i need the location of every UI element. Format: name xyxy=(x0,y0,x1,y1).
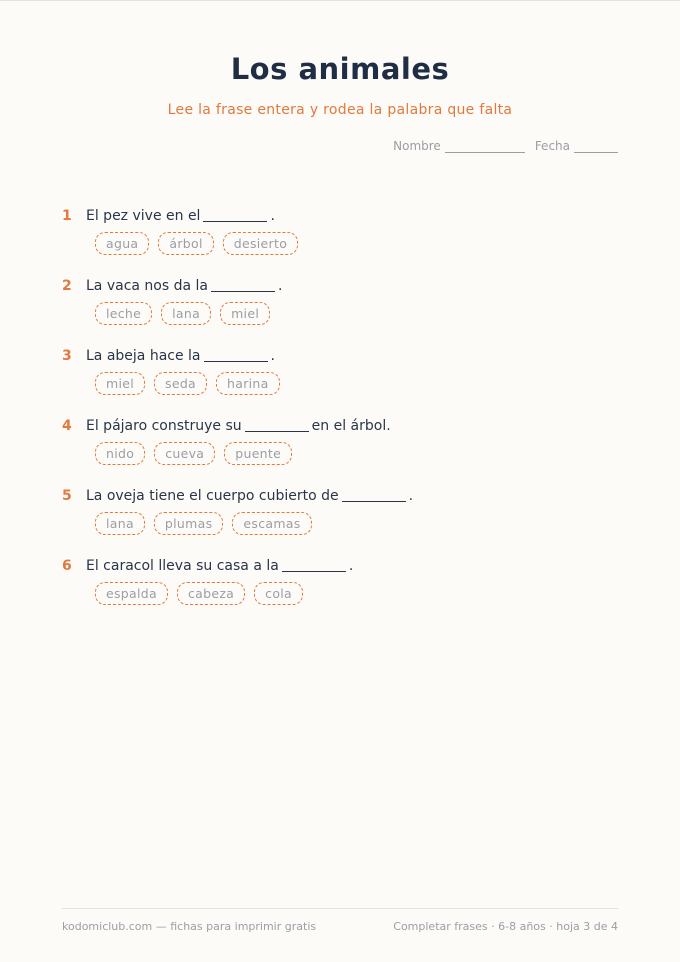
option-group xyxy=(95,372,622,395)
option-group xyxy=(95,512,622,535)
option-group xyxy=(95,442,622,465)
question-sentence xyxy=(62,345,622,364)
sentence-end: . xyxy=(270,208,275,224)
option-chip[interactable]: espalda xyxy=(95,582,168,605)
answer-blank xyxy=(342,487,406,502)
sentence-start: La abeja hace la xyxy=(86,348,201,364)
footer-sheet-info: Completar frases · 6-8 años · hoja 3 de 4 xyxy=(393,920,618,933)
name-label: Nombre xyxy=(393,139,441,153)
option-chip[interactable]: cueva xyxy=(154,442,215,465)
question-item xyxy=(62,205,622,275)
question-item xyxy=(62,345,622,415)
option-chip[interactable]: nido xyxy=(95,442,145,465)
sentence-end: . xyxy=(278,278,283,294)
name-date-fields xyxy=(393,139,618,153)
option-group xyxy=(95,582,622,605)
question-item xyxy=(62,415,622,485)
option-group xyxy=(95,232,622,255)
option-chip[interactable]: seda xyxy=(154,372,207,395)
question-sentence xyxy=(62,415,622,434)
instructions: Lee la frase entera y rodea la palabra que falta xyxy=(167,102,513,118)
sentence-start: El pez vive en el xyxy=(86,208,201,224)
option-chip[interactable]: árbol xyxy=(158,232,213,255)
footer-site: kodomiclub.com — fichas para imprimir gratis xyxy=(62,920,317,933)
option-chip[interactable]: escamas xyxy=(232,512,311,535)
sentence-start: La vaca nos da la xyxy=(86,278,208,294)
sentence-end: . xyxy=(408,488,414,504)
question-item xyxy=(62,555,622,625)
date-label: Fecha xyxy=(534,139,570,153)
question-item xyxy=(62,485,622,555)
sentence-start: El pájaro construye su xyxy=(86,418,242,434)
question-number: 3 xyxy=(62,348,72,364)
question-number: 2 xyxy=(62,278,72,294)
top-divider xyxy=(0,0,680,1)
question-item xyxy=(62,275,622,345)
answer-blank xyxy=(245,417,309,432)
question-sentence xyxy=(62,485,622,504)
name-line xyxy=(445,140,525,153)
question-number: 6 xyxy=(62,558,72,574)
option-chip[interactable]: agua xyxy=(95,232,149,255)
option-chip[interactable]: cola xyxy=(254,582,303,605)
option-chip[interactable]: lana xyxy=(95,512,145,535)
option-chip[interactable]: lana xyxy=(161,302,211,325)
question-list xyxy=(62,205,622,625)
sentence-end: en el árbol. xyxy=(311,418,391,434)
answer-blank xyxy=(282,557,346,572)
sentence-end: . xyxy=(270,348,275,364)
answer-blank xyxy=(203,207,267,222)
option-chip[interactable]: desierto xyxy=(223,232,298,255)
answer-blank xyxy=(211,277,275,292)
option-chip[interactable]: puente xyxy=(224,442,292,465)
option-chip[interactable]: harina xyxy=(216,372,280,395)
option-chip[interactable]: miel xyxy=(220,302,270,325)
option-group xyxy=(95,302,622,325)
question-number: 4 xyxy=(62,418,72,434)
sentence-start: El caracol lleva su casa a la xyxy=(86,558,279,574)
date-line xyxy=(574,140,618,153)
answer-blank xyxy=(204,347,268,362)
question-sentence xyxy=(62,205,622,224)
option-chip[interactable]: leche xyxy=(95,302,152,325)
footer-divider xyxy=(62,908,618,909)
option-chip[interactable]: plumas xyxy=(154,512,223,535)
sentence-end: . xyxy=(348,558,354,574)
page-title: Los animales xyxy=(230,52,450,86)
option-chip[interactable]: miel xyxy=(95,372,145,395)
question-number: 1 xyxy=(62,208,72,224)
sentence-start: La oveja tiene el cuerpo cubierto de xyxy=(86,488,339,504)
question-sentence xyxy=(62,275,622,294)
option-chip[interactable]: cabeza xyxy=(177,582,245,605)
question-sentence xyxy=(62,555,622,574)
question-number: 5 xyxy=(62,488,72,504)
